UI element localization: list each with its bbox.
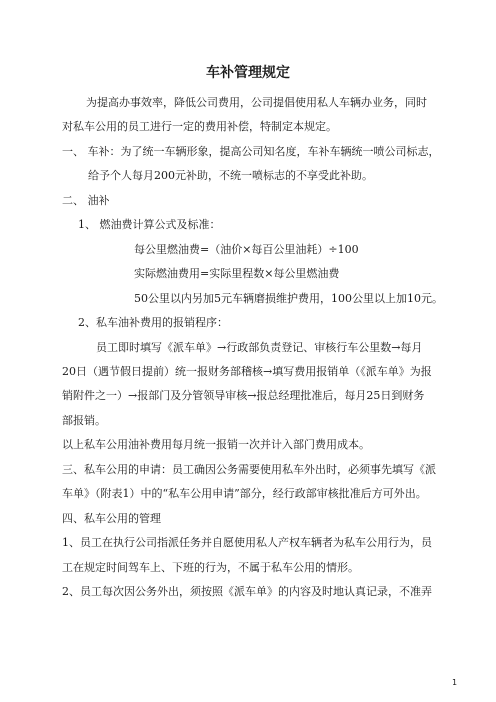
- subsection-heading: 2、私车油补费用的报销程序：: [78, 316, 228, 329]
- paragraph-line: 给予个人每月200元补助，不统一喷标志的不享受此补助。: [88, 169, 373, 182]
- paragraph-line: 20日（遇节假日提前）统一报财务部稽核→填写费用报销单（《派车单》为报: [62, 365, 432, 378]
- paragraph-line: 销附件之一）→报部门及分管领导审核→报总经理批准后，每月25日到财务: [62, 389, 425, 402]
- formula-line: 实际燃油费用=实际里程数×每公里燃油费: [134, 267, 340, 280]
- paragraph-line: 部报销。: [62, 414, 106, 427]
- section-heading: 二、 油补: [62, 194, 110, 207]
- paragraph-line: 员工即时填写《派车单》→行政部负责登记、审核行车公里数→每月: [96, 341, 423, 354]
- formula-line: 每公里燃油费=（油价×每百公里油耗）÷100: [134, 243, 359, 256]
- paragraph-line: 以上私车公用油补费用每月统一报销一次并计入部门费用成本。: [62, 438, 370, 451]
- page-number: 1: [452, 678, 458, 687]
- paragraph-line: 1、员工在执行公司指派任务并自愿使用私人产权车辆者为私车公用行为，员: [62, 536, 432, 549]
- paragraph-line: 工在规定时间驾车上、下班的行为，不属于私车公用的情形。: [62, 561, 359, 574]
- section-heading: 四、私车公用的管理: [62, 512, 161, 525]
- section-heading: 三、私车公用的申请：员工确因公务需要使用私车外出时，必须事先填写《派: [62, 463, 436, 476]
- paragraph-line: 车单》（附表1）中的“私车公用申请”部分，经行政部审核批准后方可外出。: [62, 487, 427, 500]
- paragraph-line: 对私车公用的员工进行一定的费用补偿，特制定本规定。: [62, 120, 337, 133]
- subsection-heading: 1、 燃油费计算公式及标准：: [78, 218, 221, 231]
- section-heading: 一、 车补：为了统一车辆形象，提高公司知名度，车补车辆统一喷公司标志，: [62, 145, 440, 158]
- paragraph-line: 50公里以内另加5元车辆磨损维护费用，100公里以上加10元。: [134, 292, 443, 305]
- paragraph-line: 2、员工每次因公务外出，须按照《派车单》的内容及时地认真记录，不准弄: [62, 585, 432, 598]
- page-title: 车补管理规定: [206, 65, 290, 81]
- paragraph-line: 为提高办事效率，降低公司费用，公司提倡使用私人车辆办业务，同时: [86, 96, 427, 109]
